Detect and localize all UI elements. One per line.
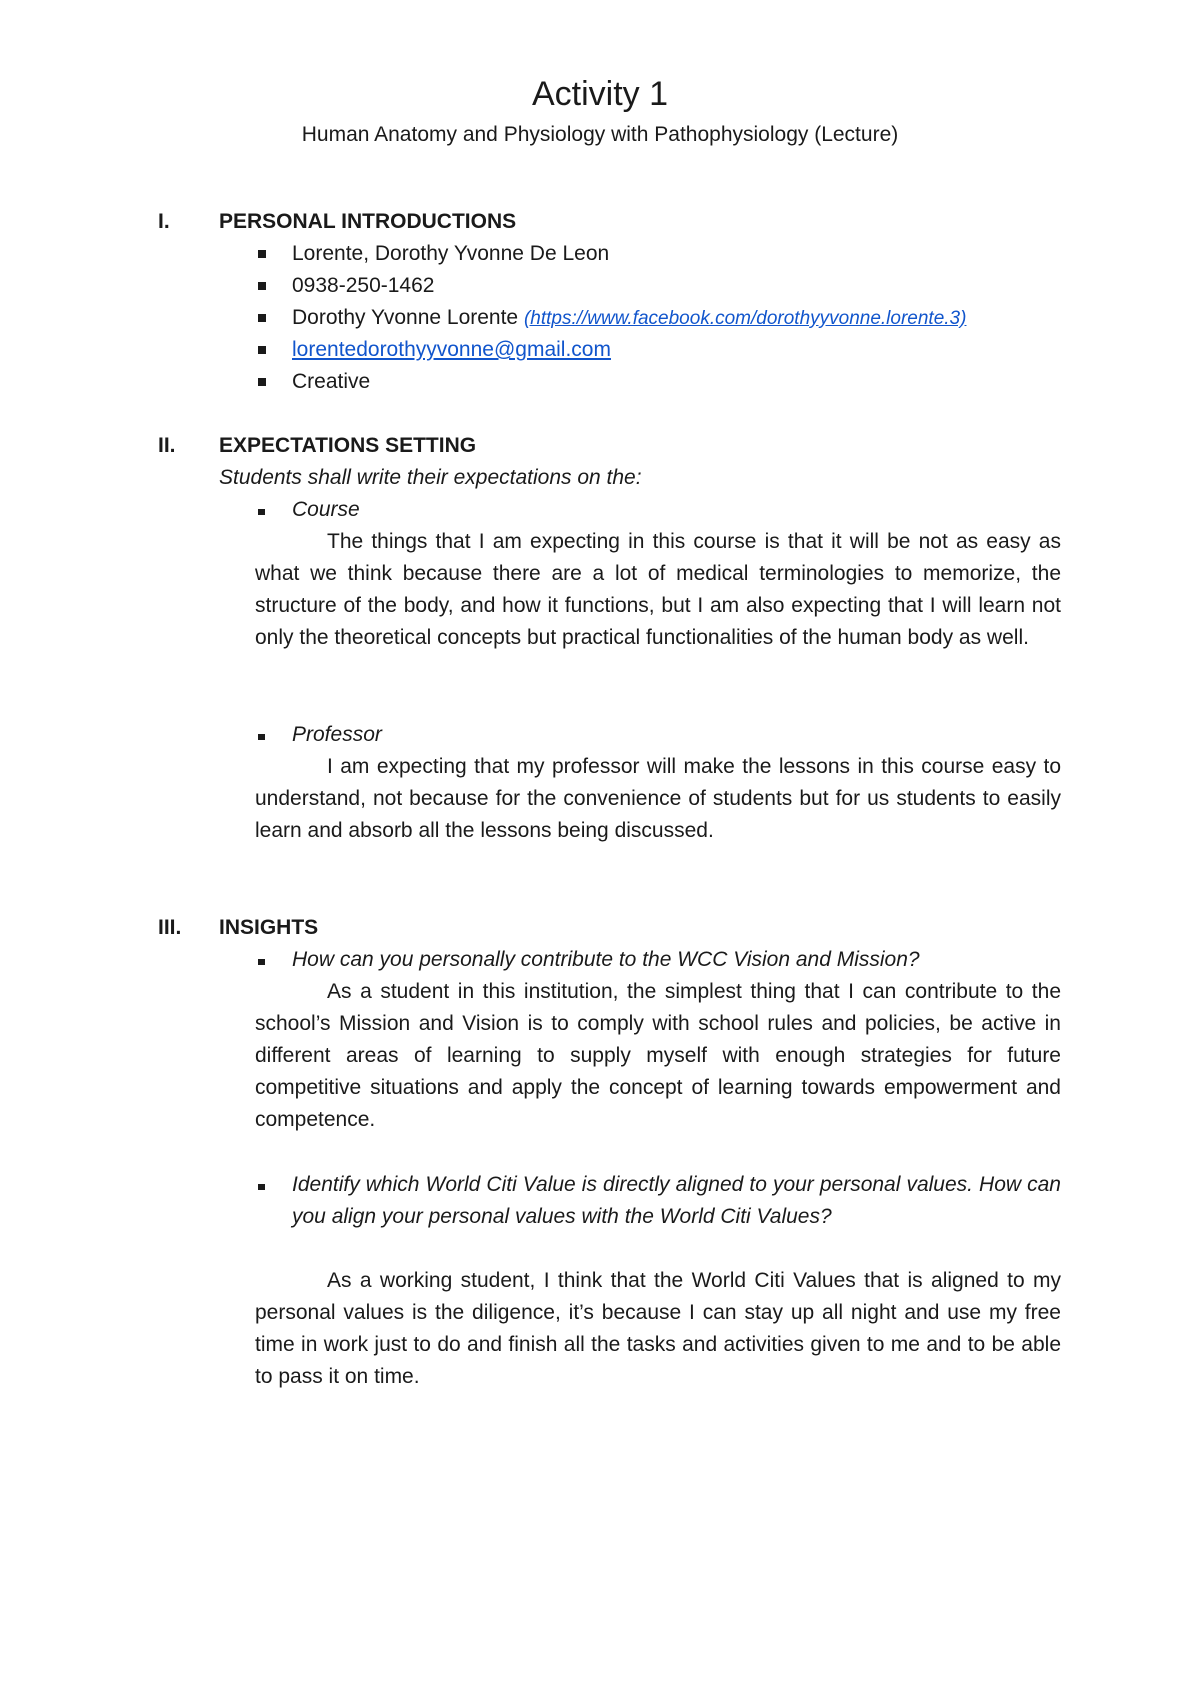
course-label: Course — [292, 498, 360, 521]
expectations-intro: Students shall write their expectations on the: — [219, 466, 642, 489]
page-title: Activity 1 — [531, 75, 669, 113]
list-item-email — [292, 334, 611, 366]
section-number: III. — [158, 916, 182, 939]
professor-label: Professor — [292, 723, 382, 746]
facebook-link[interactable]: (https://www.facebook.com/dorothyyvonne.lorente.3) — [523, 308, 967, 329]
bullet-icon — [258, 1184, 265, 1190]
section-title: PERSONAL INTRODUCTIONS — [219, 210, 517, 233]
list-item-facebook — [292, 302, 966, 335]
page-subtitle: Human Anatomy and Physiology with Pathophysiology (Lecture) — [301, 123, 899, 146]
section-title: EXPECTATIONS SETTING — [219, 434, 477, 457]
email-link[interactable]: lorentedorothyyvonne@gmail.com — [292, 338, 611, 361]
insight-answer-1: As a student in this institution, the simplest thing that I can contribute to the school’s Mission and Vision is to comply with school rules and policies, be active in different areas of learning to supply myself with enough strategies for future competitive situations and apply the concept of learning towards empowerment and competence. — [255, 980, 1061, 1131]
section-number: II. — [158, 434, 176, 457]
insight-question-2: Identify which World Citi Value is directly aligned to your personal values. How can you align your personal values with the World Citi Values? — [292, 1173, 1061, 1228]
bullet-icon — [258, 378, 266, 386]
insight-question-1: How can you personally contribute to the WCC Vision and Mission? — [292, 948, 920, 971]
bullet-icon — [258, 734, 265, 740]
bullet-icon — [258, 314, 266, 322]
section-title: INSIGHTS — [219, 916, 319, 939]
section-number: I. — [158, 210, 170, 233]
bullet-icon — [258, 509, 265, 515]
bullet-icon — [258, 282, 266, 290]
list-item-phone: 0938-250-1462 — [292, 274, 435, 297]
bullet-icon — [258, 959, 265, 965]
list-item-trait: Creative — [292, 370, 371, 393]
bullet-icon — [258, 250, 266, 258]
facebook-name: Dorothy Yvonne Lorente — [292, 306, 524, 329]
bullet-icon — [258, 346, 266, 354]
list-item-name: Lorente, Dorothy Yvonne De Leon — [292, 242, 610, 265]
insight-answer-2: As a working student, I think that the World Citi Values that is aligned to my personal values is the diligence, it’s because I can stay up all night and use my free time in work just to do and finish all the tasks and activities given to me and to be able to pass it on time. — [255, 1269, 1061, 1388]
professor-expectation-text: I am expecting that my professor will make the lessons in this course easy to understand, not because for the convenience of students but for us students to easily learn and absorb all the lessons being discussed. — [255, 755, 1061, 842]
course-expectation-text: The things that I am expecting in this course is that it will be not as easy as what we think because there are a lot of medical terminologies to memorize, the structure of the body, and how it functions, but I am also expecting that I will learn not only the theoretical concepts but practical functionalities of the human body as well. — [255, 530, 1061, 649]
